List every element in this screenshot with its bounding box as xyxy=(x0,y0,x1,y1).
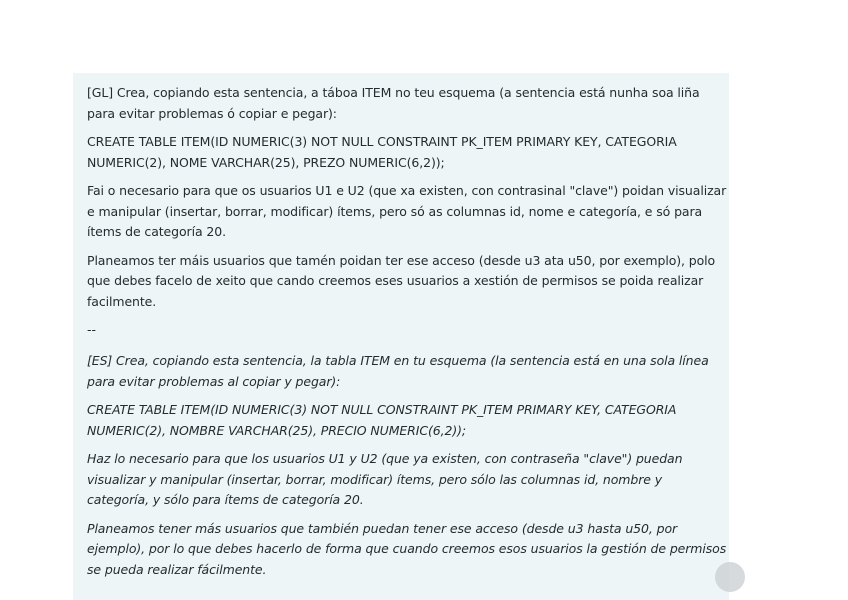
language-separator: -- xyxy=(87,322,97,337)
gl-sql-statement: CREATE TABLE ITEM(ID NUMERIC(3) NOT NULL CONSTRAINT PK_ITEM PRIMARY KEY, CATEGORIA NUMERIC(2), NOME VARCHAR(25), PREZO NUMERIC(6,2)); xyxy=(87,134,677,170)
es-sql-statement: CREATE TABLE ITEM(ID NUMERIC(3) NOT NULL CONSTRAINT PK_ITEM PRIMARY KEY, CATEGORIA NUMERIC(2), NOMBRE VARCHAR(25), PRECIO NUMERIC(6,2)); xyxy=(87,402,677,438)
question-panel xyxy=(73,73,729,600)
gl-intro-paragraph: [GL] Crea, copiando esta sentencia, a táboa ITEM no teu esquema (a sentencia está nunha soa liña para evitar problemas ó copiar e pegar): xyxy=(87,85,700,121)
question-text xyxy=(87,83,727,588)
es-intro-paragraph: [ES] Crea, copiando esta sentencia, la tabla ITEM en tu esquema (la sentencia está en una sola línea para evitar problemas al copiar y pegar): xyxy=(87,353,709,389)
gl-plan-paragraph: Planeamos ter máis usuarios que tamén poidan ter ese acceso (desde u3 ata u50, por exemplo), polo que debes facelo de xeito que cando creemos eses usuarios a xestión de permisos se poida realizar facilmente. xyxy=(87,252,716,309)
es-task-paragraph: Haz lo necesario para que los usuarios U1 y U2 (que ya existen, con contraseña "clave") puedan visualizar y manipular (insertar, borrar, modificar) ítems, pero sólo las columnas id, nombre y categoría, y sólo para ítems de categoría 20. xyxy=(87,451,683,507)
scroll-to-top-icon[interactable] xyxy=(715,562,745,592)
es-plan-paragraph: Planeamos tener más usuarios que también puedan tener ese acceso (desde u3 hasta u50, por ejemplo), por lo que debes hacerlo de forma que cuando creemos esos usuarios la gestión de permisos se pueda realizar fácilmente. xyxy=(87,520,727,577)
gl-task-paragraph: Fai o necesario para que os usuarios U1 e U2 (que xa existen, con contrasinal "clave") poidan visualizar e manipular (insertar, borrar, modificar) ítems, pero só as columnas id, nome e categoría, e só para ítems de categoría 20. xyxy=(87,183,727,239)
